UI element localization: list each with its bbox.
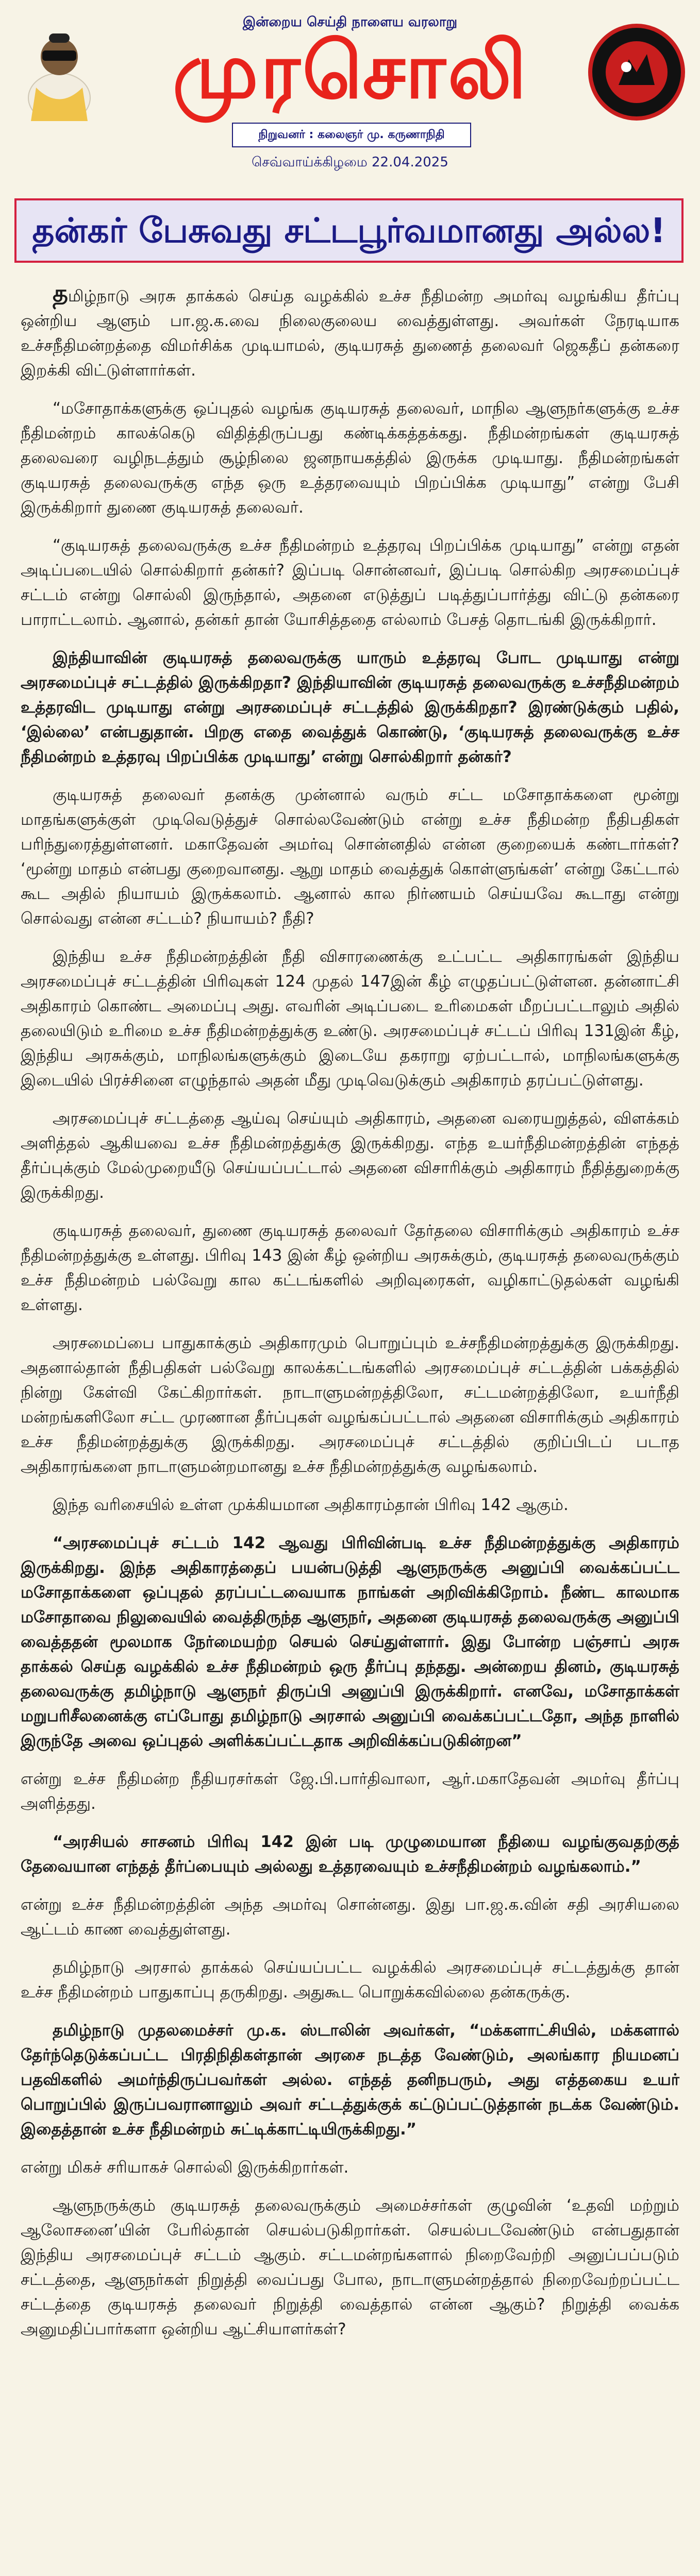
paragraph-11: “அரசமைப்புச் சட்டம் 142 ஆவது பிரிவின்படி உச்ச நீதிமன்றத்துக்கு அதிகாரம் இருக்கிறது. இந்த அதிகாரத்தைப் பயன்படுத்தி ஆளுநருக்கு அனுப்பி வைக்கப்பட்ட மசோதாக்களை ஒப்புதல் தரப்பட்டவையாக நாங்கள் அறிவிக்கிறோம். நீண்ட காலமாக மசோதாவை நிலுவையில் வைத்திருந்த ஆளுநர், அதனை குடியரசுத் தலைவருக்கு அனுப்பி வைத்ததன் மூலமாக நேர்மையற்ற செயல் செய்துள்ளார். இது போன்ற பஞ்சாப் அரசு தாக்கல் செய்த வழக்கில் உச்ச நீதிமன்றம் ஒரு தீர்ப்பு தந்தது. அன்றைய தினம், குடியரசுத் தலைவருக்கு தமிழ்நாடு ஆளுநர் திருப்பி அனுப்பி இருக்கிறார். எனவே, மசோதாக்கள் மறுபரிசீலனைக்கு எப்போது தமிழ்நாடு அரசால் அனுப்பி வைக்கப்பட்டதோ, அந்த நாளில் இருந்தே அவை ஒப்புதல் அளிக்கப்பட்டதாக அறிவிக்கப்படுகின்றன” [21, 1534, 679, 1750]
headline: தன்கர் பேசுவது சட்டபூர்வமானது அல்ல! [32, 211, 666, 250]
paragraph-10: இந்த வரிசையில் உள்ள முக்கியமான அதிகாரம்தான் பிரிவு 142 ஆகும். [53, 1496, 569, 1514]
paragraph-9: அரசமைப்பை பாதுகாக்கும் அதிகாரமும் பொறுப்பும் உச்சநீதிமன்றத்துக்கு இருக்கிறது. அதனால்தான் நீதிபதிகள் பல்வேறு காலக்கட்டங்களில் அரசமைப்புச் சட்டத்தின் பக்கத்தில் நின்று கேள்வி கேட்கிறார்கள். நாடாளுமன்றத்திலோ, சட்டமன்றத்திலோ, உயர்நீதி மன்றங்களிலோ சட்ட முரணான தீர்ப்புகள் வழங்கப்பட்டால் அதனை விசாரிக்கும் அதிகாரம் உச்ச நீதிமன்றத்துக்கு இருக்கிறது. அரசமைப்புச் சட்டத்தில் குறிப்பிடப் படாத அதிகாரங்களை நாடாளுமன்றமானது உச்ச நீதிமன்றத்துக்கு வழங்கலாம். [21, 1334, 679, 1476]
paragraph-8: குடியரசுத் தலைவர், துணை குடியரசுத் தலைவர் தேர்தலை விசாரிக்கும் அதிகாரம் உச்ச நீதிமன்றத்துக்கு உள்ளது. பிரிவு 143 இன் கீழ் ஒன்றிய அரசுக்கும், குடியரசுத் தலைவருக்கும் உச்ச நீதிமன்றம் பல்வேறு கால கட்டங்களில் அறிவுரைகள், வழிகாட்டுதல்கள் வழங்கி உள்ளது. [21, 1222, 679, 1314]
founder-credit: நிறுவனர் : கலைஞர் மு. கருணாநிதி [232, 123, 471, 147]
founder-portrait [21, 21, 98, 121]
article-body [21, 281, 679, 2355]
paragraph-16: தமிழ்நாடு முதலமைச்சர் மு.க. ஸ்டாலின் அவர்கள், “மக்களாட்சியில், மக்களால் தேர்ந்தெடுக்கப்பட்ட பிரதிநிதிகள்தான் அரசை நடத்த வேண்டும், அலங்கார நியமனப் பதவிகளில் அமர்ந்திருப்பவர்கள் அல்ல. எந்தத் தனிநபரும், அது எத்தகைய உயர் பொறுப்பில் இருப்பவரானாலும் அவர் சட்டத்துக்குக் கட்டுப்பட்டுத்தான் நடக்க வேண்டும். இதைத்தான் உச்ச நீதிமன்றம் சுட்டிக்காட்டியிருக்கிறது.” [21, 2021, 679, 2139]
tagline: இன்றைய செய்தி நாளைய வரலாறு [242, 14, 458, 30]
paragraph-15: தமிழ்நாடு அரசால் தாக்கல் செய்யப்பட்ட வழக்கில் அரசமைப்புச் சட்டத்துக்கு தான் உச்ச நீதிமன்றம் பாதுகாப்பு தருகிறது. அதுகூட பொறுக்கவில்லை தன்கருக்கு. [21, 1958, 679, 2002]
paragraph-7: அரசமைப்புச் சட்டத்தை ஆய்வு செய்யும் அதிகாரம், அதனை வரையறுத்தல், விளக்கம் அளித்தல் ஆகியவை உச்ச நீதிமன்றத்துக்கு இருக்கிறது. எந்த உயர்நீதிமன்றத்தின் எந்தத் தீர்ப்புக்கும் மேல்முறையீடு செய்யப்பட்டால் அதனை விசாரிக்கும் அதிகாரம் நீதித்துறைக்கு இருக்கிறது. [21, 1109, 679, 1202]
paragraph-2: “மசோதாக்களுக்கு ஒப்புதல் வழங்க குடியரசுத் தலைவர், மாநில ஆளுநர்களுக்கு உச்ச நீதிமன்றம் காலக்கெடு விதித்திருப்பது கண்டிக்கத்தக்கது. நீதிமன்றங்கள் குடியரசுத் தலைவரை வழிநடத்தும் சூழ்நிலை ஜனநாயகத்தில் இருக்க முடியாது. நீதிமன்றங்கள் குடியரசுத் தலைவருக்கு எந்த ஒரு உத்தரவையும் பிறப்பிக்க முடியாது” என்று பேசி இருக்கிறார் துணை குடியரசுத் தலைவர். [21, 399, 679, 517]
paragraph-17: என்று மிகச் சரியாகச் சொல்லி இருக்கிறார்கள். [21, 2158, 349, 2177]
party-emblem [588, 23, 686, 121]
publication-date: செவ்வாய்க்கிழமை 22.04.2025 [252, 155, 448, 170]
paragraph-12: என்று உச்ச நீதிமன்ற நீதியரசர்கள் ஜே.பி.பார்திவாலா, ஆர்.மகாதேவன் அமர்வு தீர்ப்பு அளித்தது. [21, 1770, 679, 1813]
paragraph-5: குடியரசுத் தலைவர் தனக்கு முன்னால் வரும் சட்ட மசோதாக்களை மூன்று மாதங்களுக்குள் முடிவெடுத்துச் சொல்லவேண்டும் என்று உச்ச நீதிமன்ற நீதிபதிகள் பரிந்துரைத்துள்ளனர். மகாதேவன் அமர்வு சொன்னதில் என்ன குறையைக் கண்டார்கள்? ‘மூன்று மாதம் என்பது குறைவானது. ஆறு மாதம் வைத்துக் கொள்ளுங்கள்’ என்று கேட்டால் கூட அதில் நியாயம் இருக்கலாம். ஆனால் கால நிர்ணயம் செய்யவே கூடாது என்று சொல்வது என்ன சட்டம்? நியாயம்? நீதி? [21, 786, 679, 928]
paragraph-3: “குடியரசுத் தலைவருக்கு உச்ச நீதிமன்றம் உத்தரவு பிறப்பிக்க முடியாது” என்று எதன் அடிப்படையில் சொல்கிறார் தன்கர்? இப்படி சொன்னவர், இப்படி சொல்கிற அரசமைப்புச் சட்டம் என்று சொல்லி இருந்தால், அதனை எடுத்துப் படித்துப்பார்த்து விட்டு தன்கரை பாராட்டலாம். ஆனால், தன்கர் தான் யோசித்ததை எல்லாம் பேசத் தொடங்கி இருக்கிறார். [21, 536, 679, 629]
dropcap: த [53, 279, 68, 307]
newspaper-logo: முரசொலி [172, 26, 529, 116]
paragraph-1: தமிழ்நாடு அரசு தாக்கல் செய்த வழக்கில் உச்ச நீதிமன்ற அமர்வு வழங்கிய தீர்ப்பு ஒன்றிய ஆளும் பா.ஜ.க.வை நிலைகுலைய வைத்துள்ளது. அவர்கள் நேரடியாக உச்சநீதிமன்றத்தை விமர்சிக்க முடியாமல், குடியரசுத் துணைத் தலைவர் ஜெகதீப் தன்கரை இறக்கி விட்டுள்ளார்கள். [21, 279, 679, 380]
headline-box [14, 198, 684, 263]
paragraph-4: இந்தியாவின் குடியரசுத் தலைவருக்கு யாரும் உத்தரவு போட முடியாது என்று அரசமைப்புச் சட்டத்தில் இருக்கிறதா? இந்தியாவின் குடியரசுத் தலைவருக்கு உச்சநீதிமன்றம் உத்தரவிட முடியாது என்று அரசமைப்புச் சட்டத்தில் இருக்கிறதா? இரண்டுக்கும் பதில், ‘இல்லை’ என்பதுதான். பிறகு எதை வைத்துக் கொண்டு, ‘குடியரசுத் தலைவருக்கு உச்ச நீதிமன்றம் உத்தரவு பிறப்பிக்க முடியாது’ என்று சொல்கிறார் தன்கர்? [21, 649, 679, 766]
masthead [0, 0, 700, 170]
paragraph-13: “அரசியல் சாசனம் பிரிவு 142 இன் படி முழுமையான நீதியை வழங்குவதற்குத் தேவையான எந்தத் தீர்ப்பையும் அல்லது உத்தரவையும் உச்சநீதிமன்றம் வழங்கலாம்.” [21, 1833, 679, 1876]
paragraph-14: என்று உச்ச நீதிமன்றத்தின் அந்த அமர்வு சொன்னது. இது பா.ஜ.க.வின் சதி அரசியலை ஆட்டம் காண வைத்துள்ளது. [21, 1895, 679, 1939]
paragraph-18: ஆளுநருக்கும் குடியரசுத் தலைவருக்கும் அமைச்சர்கள் குழுவின் ‘உதவி மற்றும் ஆலோசனை’யின் பேரில்தான் செயல்படுகிறார்கள். செயல்படவேண்டும் என்பதுதான் இந்திய அரசமைப்புச் சட்டம் ஆகும். சட்டமன்றங்களால் நிறைவேற்றி அனுப்பப்படும் சட்டத்தை, ஆளுநர்கள் நிறுத்தி வைப்பது போல, நாடாளுமன்றத்தால் நிறைவேற்றப்பட்ட சட்டத்தை குடியரசுத் தலைவர் நிறுத்தி வைத்தால் என்ன ஆகும்? நிறுத்தி வைக்க அனுமதிப்பார்களா ஒன்றிய ஆட்சியாளர்கள்? [21, 2196, 679, 2338]
paragraph-6: இந்திய உச்ச நீதிமன்றத்தின் நீதி விசாரணைக்கு உட்பட்ட அதிகாரங்கள் இந்திய அரசமைப்புச் சட்டத்தின் பிரிவுகள் 124 முதல் 147இன் கீழ் எழுதப்பட்டுள்ளன. தன்னாட்சி அதிகாரம் கொண்ட அமைப்பு அது. எவரின் அடிப்படை உரிமைகள் மீறப்பட்டாலும் அதில் தலையிடும் உரிமை உச்ச நீதிமன்றத்துக்கு உண்டு. அரசமைப்புச் சட்டப் பிரிவு 131இன் கீழ், இந்திய அரசுக்கும், மாநிலங்களுக்கும் இடையே தகராறு ஏற்பட்டால், மாநிலங்களுக்கு இடையில் பிரச்சினை எழுந்தால் அதன் மீது முடிவெடுக்கும் அதிகாரம் தரப்பட்டுள்ளது. [21, 947, 679, 1090]
